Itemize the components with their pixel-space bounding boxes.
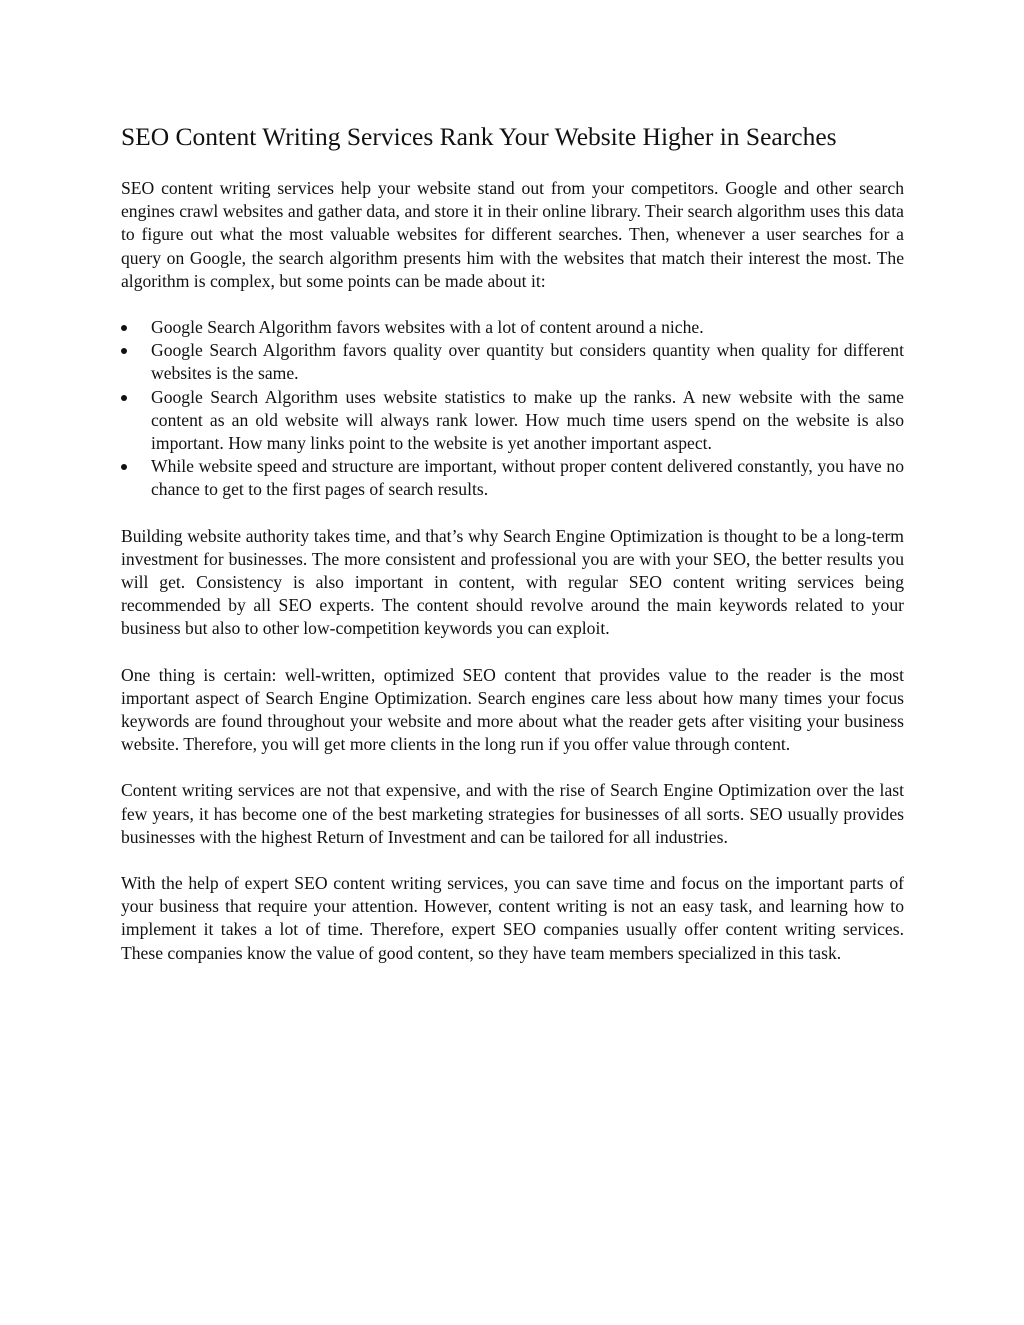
bullet-icon xyxy=(121,348,127,354)
document-title: SEO Content Writing Services Rank Your Website Higher in Searches xyxy=(121,122,837,151)
list-item xyxy=(121,455,904,501)
list-item-text: Google Search Algorithm favors quality over quantity but considers quantity when quality for different websites is the same. xyxy=(151,340,904,384)
body-paragraph-experts: With the help of expert SEO content writing services, you can save time and focus on the important parts of your business that require your attention. However, content writing is not an easy task, and learning how to implement it takes a lot of time. Therefore, expert SEO companies usually offer content writing services. These companies know the value of good content, so they have team members specialized in this task. xyxy=(121,873,904,963)
list-item-text: Google Search Algorithm favors websites with a lot of content around a niche. xyxy=(151,317,704,338)
list-item xyxy=(121,386,904,456)
body-paragraph-value: One thing is certain: well-written, optimized SEO content that provides value to the reader is the most important aspect of Search Engine Optimization. Search engines care less about how many times your focus keywords are found throughout your website and more about what the reader gets after visiting your business website. Therefore, you will get more clients in the long run if you offer value through content. xyxy=(121,664,904,755)
body-paragraph-authority: Building website authority takes time, and that’s why Search Engine Optimization is thought to be a long-term investment for businesses. The more consistent and professional you are with your SEO, the better results you will get. Consistency is also important in content, with regular SEO content writing services being recommended by all SEO experts. The content should revolve around the main keywords related to your business but also to other low-competition keywords you can exploit. xyxy=(121,525,904,639)
list-item-text: Google Search Algorithm uses website statistics to make up the ranks. A new website with the same content as an old website will always rank lower. How much time users spend on the website is also important. How many links point to the website is yet another important aspect. xyxy=(151,386,904,454)
list-item-text: While website speed and structure are important, without proper content delivered constantly, you have no chance to get to the first pages of search results. xyxy=(151,456,904,500)
bullet-icon xyxy=(121,325,127,331)
bullet-list xyxy=(121,316,904,502)
bullet-icon xyxy=(121,464,127,470)
document-page xyxy=(121,118,904,988)
list-item xyxy=(121,339,904,385)
intro-paragraph: SEO content writing services help your website stand out from your competitors. Google and other search engines crawl websites and gather data, and store it in their online library. Their search algorithm uses this data to figure out what the most valuable websites for different searches. Then, whenever a user searches for a query on Google, the search algorithm presents him with the websites that match their interest the most. The algorithm is complex, but some points can be made about it: xyxy=(121,178,904,291)
list-item xyxy=(121,316,904,339)
bullet-icon xyxy=(121,395,127,401)
body-paragraph-cost: Content writing services are not that expensive, and with the rise of Search Engine Optimization over the last few years, it has become one of the best marketing strategies for businesses of all sorts. SEO usually provides businesses with the highest Return of Investment and can be tailored for all industries. xyxy=(121,780,904,847)
